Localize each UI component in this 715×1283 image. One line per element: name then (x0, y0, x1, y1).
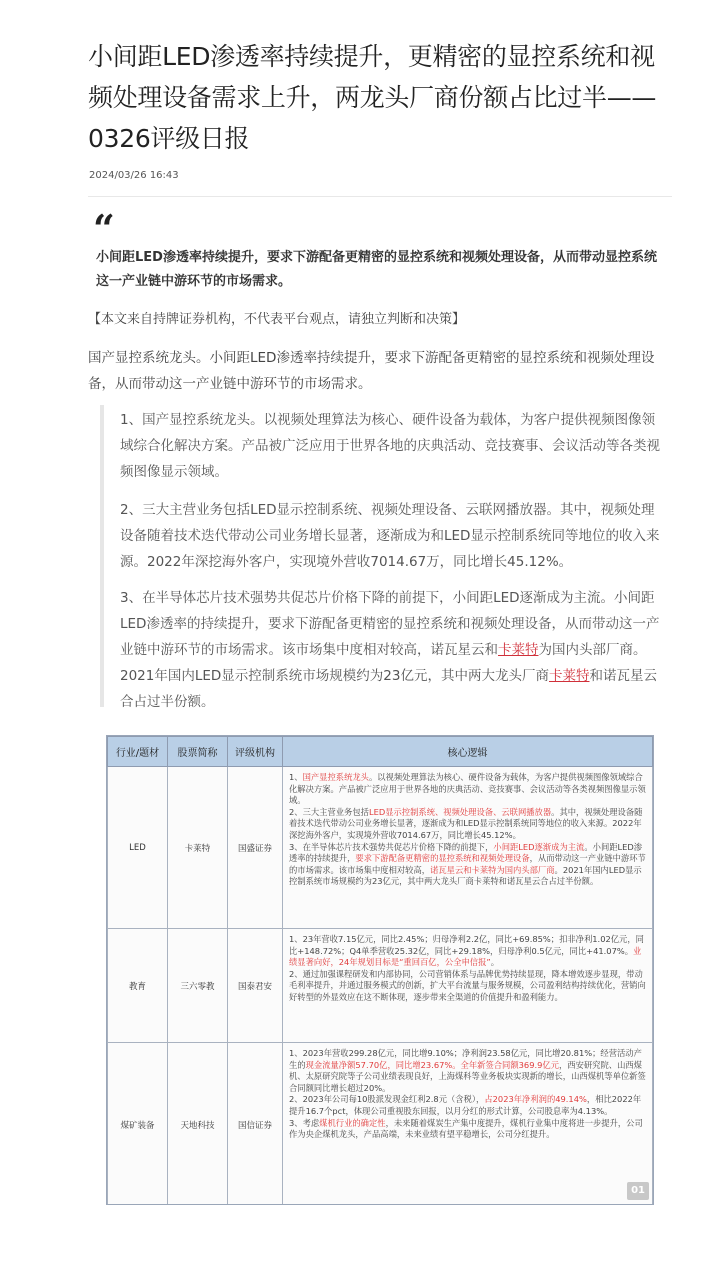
key-point-3-text-c: 和诺瓦星云合占过半份额。 (120, 668, 657, 710)
logic-highlight: 小间距LED逐渐成为主流 (493, 841, 585, 852)
table-row (108, 929, 653, 1043)
quote-icon: “ (93, 206, 115, 251)
logic-text: ，西安研究院、山西煤机、太原研究院等子公司业绩表现良好，上海煤科等业务板块实现新的增长，山西煤机等单位新签合同额同比增长超过20%。 (289, 1059, 646, 1093)
table-row (108, 767, 653, 929)
key-points-blockquote (100, 405, 670, 710)
cell-industry: 教育 (108, 929, 168, 1043)
stock-link-kalaite-2[interactable]: 卡莱特 (548, 668, 590, 684)
logic-text: 。以视频处理算法为核心、硬件设备为载体，为客户提供视频图像领域综合化解决方案。产品被广泛应用于世界各地的庆典活动、竞技赛事、会议活动等各类视频图像显示领域。 (289, 772, 646, 806)
key-point-3-text-b: 为国内头部厂商。2021年国内LED显示控制系统市场规模约为23亿元，其中两大龙头厂商 (120, 642, 647, 684)
logic-highlight: 要求下游配备更精密的显控系统和视频处理设备 (355, 853, 530, 864)
stock-link-kalaite[interactable]: 卡莱特 (498, 642, 539, 658)
logic-text: 2、三大主营业务包括 (289, 806, 369, 817)
logic-text: 1、 (289, 772, 303, 782)
logic-highlight: 煤机行业的确定性 (319, 1117, 386, 1128)
logic-highlight: 诺瓦星云和卡莱特为国内头部厂商 (430, 864, 555, 875)
logic-text: 1、23年营收7.15亿元，同比2.45%；归母净利2.2亿，同比+69.85%；扣非净利1.02亿元，同比+148.72%；Q4单季营收25.32亿，同比+29.18%，归母净利0.5亿元，同比+41.07%。 (289, 934, 644, 956)
key-point-3 (120, 585, 668, 715)
cell-logic (283, 929, 653, 1043)
logic-text: ，从而带动这一产业链中游环节的市场需求。该市场集中度相对较高， (289, 853, 646, 875)
table-row (108, 1043, 653, 1206)
logic-highlight: 业绩显著向好，24年规划目标是“重回百亿，公全申信报” (289, 945, 642, 968)
cell-agency: 国盛证券 (228, 767, 283, 929)
cell-industry: 煤矿装备 (108, 1043, 168, 1206)
logic-highlight: 占2023年净利润的49.14% (484, 1094, 587, 1105)
table-header-row (108, 737, 653, 767)
cell-agency: 国信证券 (228, 1043, 283, 1206)
cell-logic (283, 1043, 653, 1206)
logic-text: 2、2023年公司每10股派发现金红利2.8元（含税）， (289, 1094, 485, 1105)
key-point-3-text-a: 3、在半导体芯片技术强势共促芯片价格下降的前提下，小间距LED逐渐成为主流。小间距LED渗透率的持续提升，要求下游配备更精密的显控系统和视频处理设备，从而带动这一产业链中游环节的市场需求。该市场集中度相对较高，诺瓦星云和 (120, 590, 660, 658)
cell-industry: LED (108, 767, 168, 929)
logic-text: 。 (490, 957, 499, 968)
cell-stock: 卡莱特 (168, 767, 228, 929)
key-point-1: 1、国产显控系统龙头。以视频处理算法为核心、硬件设备为载体，为客户提供视频图像领域综合化解决方案。产品被广泛应用于世界各地的庆典活动、竞技赛事、会议活动等各类视频图像显示领域。 (120, 412, 660, 480)
divider (88, 196, 672, 197)
logic-highlight: LED显示控制系统、视频处理设备、云联网播放器 (368, 806, 552, 817)
article-title: 小间距LED渗透率持续提升，更精密的显控系统和视频处理设备需求上升，两龙头厂商份额占比过半——0326评级日报 (88, 42, 657, 153)
header-logic: 核心逻辑 (283, 737, 653, 767)
disclaimer: 【本文来自持牌证券机构，不代表平台观点，请独立判断和决策】 (88, 312, 466, 327)
image-watermark: 01 (627, 1182, 649, 1200)
logic-text: ，相比2022年提升16.7个pct，体现公司重视股东回报，以月分红的形式计算，公司股息率为4.13%。 (289, 1094, 642, 1116)
logic-text: 3、在半导体芯片技术强势共促芯片价格下降的前提下， (289, 841, 494, 852)
logic-text: 3、考虑 (289, 1117, 320, 1128)
logic-text: 。2021年国内LED显示控制系统市场规模约为23亿元，其中两大龙头厂商卡莱特和诺瓦星云合占过半份额。 (289, 864, 642, 887)
cell-stock: 天地科技 (168, 1043, 228, 1206)
key-point-2: 2、三大主营业务包括LED显示控制系统、视频处理设备、云联网播放器。其中，视频处理设备随着技术迭代带动公司业务增长显著，逐渐成为和LED显示控制系统同等地位的收入来源。2022年深挖海外客户，实现境外营收7014.67万，同比增长45.12%。 (120, 502, 660, 570)
rating-table-image (106, 735, 654, 1205)
intro-paragraph: 国产显控系统龙头。小间距LED渗透率持续提升，要求下游配备更精密的显控系统和视频处理设备，从而带动这一产业链中游环节的市场需求。 (88, 350, 655, 392)
lead-summary: 小间距LED渗透率持续提升，要求下游配备更精密的显控系统和视频处理设备，从而带动显控系统这一产业链中游环节的市场需求。 (96, 250, 657, 289)
logic-highlight: 国产显控系统龙头 (302, 772, 369, 782)
cell-logic (283, 767, 653, 929)
logic-text: 1、2023年营收299.28亿元，同比增9.10%；净利润23.58亿元，同比增20.81%；经营活动产生的 (289, 1048, 642, 1070)
logic-text: 。其中，视频处理设备随着技术迭代带动公司业务增长显著，逐渐成为和LED显示控制系统同等地位的收入来源。2022年深挖海外客户，实现境外营收7014.67万，同比增长45.12%。 (289, 806, 643, 840)
logic-text: ，未来随着煤炭生产集中度提升，煤机行业集中度将进一步提升，公司作为央企煤机龙头，产品高端，未来业绩有望平稳增长，公司分红提升。 (289, 1117, 643, 1140)
publish-date: 2024/03/26 16:43 (89, 170, 179, 181)
cell-stock: 三六零教 (168, 929, 228, 1043)
logic-highlight: 现金流量净额57.70亿，同比增23.67%。全年新签合同额369.9亿元 (305, 1059, 559, 1070)
header-stock: 股票简称 (168, 737, 228, 767)
cell-agency: 国泰君安 (228, 929, 283, 1043)
rating-table (107, 736, 653, 1205)
header-agency: 评级机构 (228, 737, 283, 767)
logic-text: 。小间距LED渗透率的持续提升， (289, 841, 643, 864)
header-industry: 行业/题材 (108, 737, 168, 767)
logic-text: 2、通过加强课程研发和内部协同，公司营销体系与品牌优势持续显现，降本增效逐步显现，带动毛利率提升，并通过服务模式的创新，扩大平台流量与服务规模，公司盈利结构持续优化，营销向好转型的外显效应在这不断体现，逐步带来全渠道的价值提升和盈利能力。 (289, 968, 646, 1002)
